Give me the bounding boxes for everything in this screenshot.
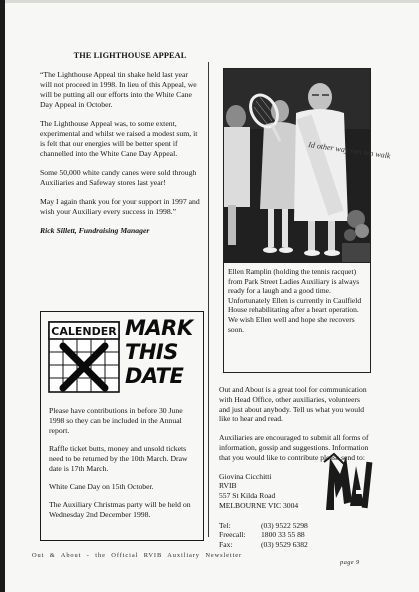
address-line: RVIB	[219, 481, 237, 491]
date-paragraph: Raffle ticket butts, money and unsold tickets need to be returned by the 10th March. Draw date is 17th March.	[49, 444, 188, 473]
lighthouse-paragraph: The Lighthouse Appeal was, to some extent, experimental and whilst we raised a modest sum, it is felt that our energies will be better spent if channelled into the White Cane Day Appeal.	[40, 119, 198, 158]
photo	[223, 68, 392, 263]
contact-label: Fax:	[219, 539, 233, 549]
contact-value: (03) 9529 6382	[261, 539, 308, 549]
date-paragraph: White Cane Day on 15th October.	[49, 482, 154, 491]
mark-the-date-body	[49, 406, 199, 528]
date-paragraph: The Auxiliary Christmas party will be held on Wednesday 2nd December 1998.	[49, 500, 191, 519]
lighthouse-title: THE LIGHTHOUSE APPEAL	[73, 51, 187, 60]
scan-edge	[0, 0, 5, 592]
scan-edge-top	[0, 0, 419, 3]
column-divider	[208, 62, 209, 537]
headline-line: THIS	[125, 340, 178, 364]
contact-value: (03) 9522 5298	[261, 520, 308, 530]
lighthouse-paragraph: May I again thank you for your support in 1997 and wish your Auxiliary every success in 1998.”	[40, 197, 200, 216]
contact-value: 1800 33 55 88	[261, 530, 305, 540]
date-paragraph: Please have contributions in before 30 June 1998 so they can be included in the Annual report.	[49, 406, 183, 435]
photo-caption: Ellen Ramplin (holding the tennis racquet) from Park Street Ladies Auxiliary is always ready for a laugh and a good time. Unfortunately Ellen is currently in Caulfield House rehabilitating after a heart operation. We wish Ellen well and hope she recovers soon.	[228, 267, 362, 334]
address-line: MELBOURNE VIC 3004	[219, 500, 299, 510]
out-and-about-paragraph: Auxiliaries are encouraged to submit all forms of information, gossip and suggestions. Information that you would like to contribute please send to:	[219, 433, 369, 462]
headline-line: MARK	[125, 316, 193, 340]
lighthouse-article	[40, 70, 200, 235]
out-and-about-paragraph: Out and About is a great tool for communication with Head Office, other auxiliaries, volunteers and just about anybody. Tell us what you would like to hear and read.	[219, 385, 367, 424]
mail-logo-icon	[322, 452, 374, 512]
mark-the-date-box	[40, 311, 204, 541]
contact-label: Freecall:	[219, 530, 246, 540]
address-line: 557 St Kilda Road	[219, 491, 276, 501]
address-line: Giovina Cicchitti	[219, 471, 272, 481]
headline-line: DATE	[125, 364, 184, 388]
photo-caption-box	[223, 263, 371, 373]
calendar-label: CALENDER	[51, 325, 117, 338]
lighthouse-paragraph: “The Lighthouse Appeal tin shake held last year will not proceed in 1998. In lieu of this Appeal, we will be putting all our efforts into the White Cane Day Appeal in October.	[40, 70, 197, 109]
lighthouse-paragraph: Some 50,000 white candy canes were sold through Auxiliaries and Safeway stores last year!	[40, 168, 197, 187]
mark-this-date-headline	[125, 316, 205, 388]
lighthouse-signature: Rick Sillett, Fundraising Manager	[40, 226, 150, 235]
calendar-icon	[45, 316, 123, 396]
page-number: page 9	[340, 559, 360, 566]
contact-freecall	[219, 530, 369, 540]
contact-fax	[219, 540, 369, 550]
contact-tel	[219, 521, 369, 531]
contact-label: Tel:	[219, 520, 231, 530]
tennis-racquet-photo	[224, 69, 392, 262]
newsletter-footer: Out & About - the Official RVIB Auxiliary Newsletter	[32, 552, 243, 559]
sash-text: Id other way ints ten walk	[307, 140, 392, 161]
mark-the-date-header	[45, 316, 200, 404]
